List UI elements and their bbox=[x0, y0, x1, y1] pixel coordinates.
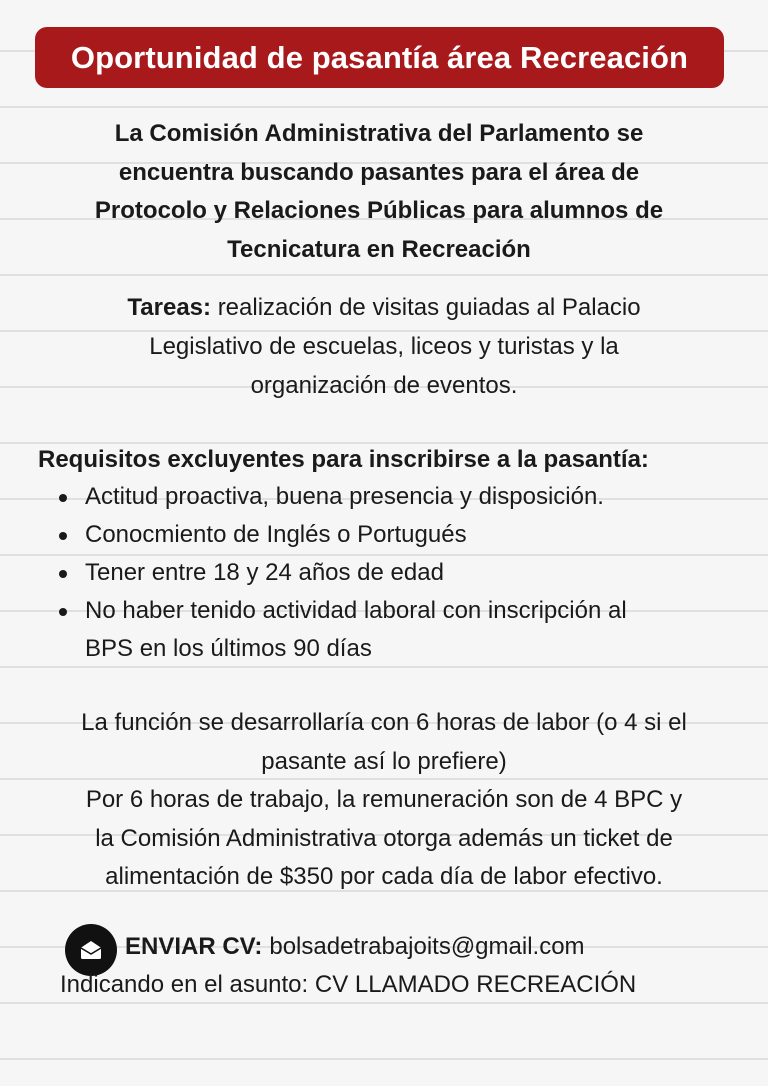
title-banner bbox=[35, 27, 724, 88]
bullet-icon bbox=[59, 532, 67, 540]
send-cv-label: ENVIAR CV: bbox=[125, 933, 263, 960]
requirement-text: BPS en los últimos 90 días bbox=[85, 635, 372, 662]
intro-line: encuentra buscando pasantes para el área de bbox=[118, 158, 640, 186]
intro-line: La Comisión Administrativa del Parlamento se bbox=[114, 120, 644, 147]
tasks-text: realización de visitas guiadas al Palacio bbox=[217, 294, 641, 321]
intro-line: Tecnicatura en Recreación bbox=[227, 235, 531, 263]
conditions-line: la Comisión Administrativa otorga además un ticket de bbox=[95, 824, 673, 852]
envelope-icon-glyph bbox=[78, 939, 104, 961]
tasks-label: Tareas: bbox=[127, 294, 212, 321]
conditions-line: pasante así lo prefiere) bbox=[261, 747, 507, 775]
requirement-text: No haber tenido actividad laboral con inscripción al bbox=[85, 597, 627, 624]
conditions-line: alimentación de $350 por cada día de labor efectivo. bbox=[105, 863, 663, 890]
bullet-icon bbox=[59, 494, 67, 502]
subject-instruction: Indicando en el asunto: CV LLAMADO RECREACIÓN bbox=[60, 971, 637, 998]
tasks-line: Legislativo de escuelas, liceos y turistas y la bbox=[149, 333, 619, 360]
tasks-paragraph bbox=[40, 288, 728, 405]
contact-row bbox=[60, 928, 740, 966]
email-link[interactable]: bolsadetrabajoits@gmail.com bbox=[269, 933, 585, 960]
list-item bbox=[59, 592, 739, 668]
requirement-text: Tener entre 18 y 24 años de edad bbox=[85, 559, 444, 586]
list-item bbox=[59, 478, 739, 516]
bullet-icon bbox=[59, 608, 67, 616]
conditions-line: La función se desarrollaría con 6 horas de labor (o 4 si el bbox=[81, 709, 687, 736]
contact-section bbox=[60, 928, 740, 1004]
intro-line: Protocolo y Relaciones Públicas para alumnos de bbox=[94, 197, 664, 224]
intro-paragraph bbox=[40, 115, 718, 269]
requirement-text: Actitud proactiva, buena presencia y disposición. bbox=[85, 483, 604, 510]
tasks-line bbox=[40, 288, 728, 327]
requirements-heading: Requisitos excluyentes para inscribirse a la pasantía: bbox=[38, 446, 649, 473]
requirements-list bbox=[59, 478, 739, 668]
conditions-line: Por 6 horas de trabajo, la remuneración son de 4 BPC y bbox=[85, 786, 683, 813]
conditions-paragraph bbox=[20, 704, 748, 897]
requirement-text: Conocmiento de Inglés o Portugués bbox=[85, 521, 467, 548]
list-item bbox=[59, 554, 739, 592]
tasks-line: organización de eventos. bbox=[250, 372, 518, 399]
bullet-icon bbox=[59, 570, 67, 578]
list-item bbox=[59, 516, 739, 554]
page-title: Oportunidad de pasantía área Recreación bbox=[70, 39, 689, 75]
